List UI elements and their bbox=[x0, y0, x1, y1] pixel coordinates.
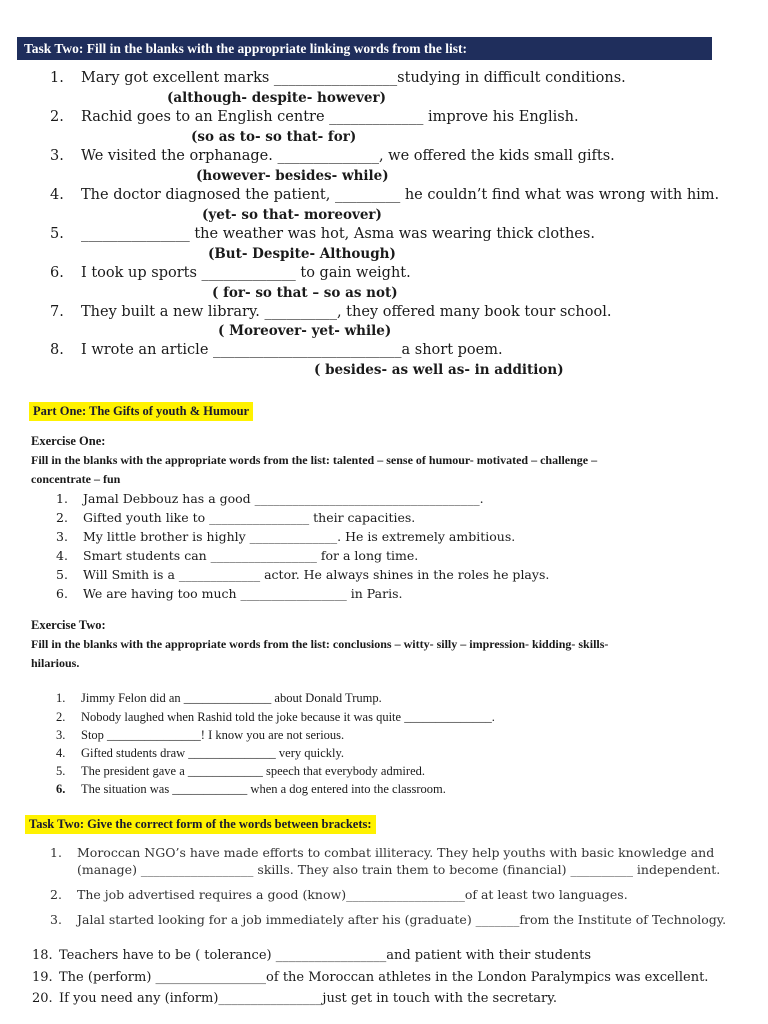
item-number: 2. bbox=[56, 510, 68, 525]
item-text: They built a new library. __________, they offered many book tour school. bbox=[81, 304, 612, 320]
item-text: Rachid goes to an English centre _____________ improve his English. bbox=[81, 109, 579, 125]
exercise-two-title: Exercise Two: bbox=[31, 618, 106, 632]
item-number: 1. bbox=[56, 491, 68, 506]
item-options: (But- Despite- Although) bbox=[208, 246, 396, 262]
item-text: Mary got excellent marks _________________studying in difficult conditions. bbox=[81, 70, 626, 86]
item-text-cont: (manage) __________________ skills. They also train them to become (financial) __________ independent. bbox=[77, 862, 721, 877]
task-two-linking-words-header: Task Two: Fill in the blanks with the appropriate linking words from the list: bbox=[17, 37, 712, 60]
item-number: 1. bbox=[56, 691, 66, 705]
item-number: 1. bbox=[50, 845, 62, 860]
item-text: Jalal started looking for a job immediately after his (graduate) _______from the Institute of Technology. bbox=[77, 912, 727, 927]
item-number: 3. bbox=[50, 912, 62, 927]
item-number: 3. bbox=[56, 728, 66, 742]
item-number: 18. bbox=[32, 948, 53, 963]
exercise-one-instruction-cont: concentrate – fun bbox=[31, 472, 121, 486]
item-number: 4. bbox=[50, 187, 64, 203]
item-text: The (perform) _________________of the Moroccan athletes in the London Paralympics was excellent. bbox=[59, 970, 709, 985]
item-number: 3. bbox=[50, 148, 64, 164]
item-number: 6. bbox=[56, 782, 66, 796]
item-number: 5. bbox=[56, 764, 66, 778]
item-text: The job advertised requires a good (know)___________________of at least two languages. bbox=[77, 887, 628, 902]
item-options: (so as to- so that- for) bbox=[191, 129, 357, 145]
item-text: Smart students can _________________ for a long time. bbox=[83, 548, 419, 563]
item-number: 3. bbox=[56, 529, 68, 544]
item-number: 4. bbox=[56, 746, 66, 760]
item-text: We visited the orphanage. ______________, we offered the kids small gifts. bbox=[81, 148, 615, 164]
task-two-word-forms-title: Task Two: Give the correct form of the words between brackets: bbox=[25, 815, 376, 834]
item-options: ( for- so that – so as not) bbox=[212, 285, 398, 301]
item-text: _______________ the weather was hot, Asma was wearing thick clothes. bbox=[81, 226, 595, 242]
item-text: Will Smith is a _____________ actor. He always shines in the roles he plays. bbox=[83, 567, 550, 582]
item-number: 5. bbox=[50, 226, 64, 242]
item-number: 8. bbox=[50, 342, 64, 358]
item-options: (although- despite- however) bbox=[167, 90, 386, 106]
item-text: The president gave a ____________ speech that everybody admired. bbox=[81, 764, 425, 778]
item-number: 4. bbox=[56, 548, 68, 563]
item-text: I took up sports _____________ to gain weight. bbox=[81, 265, 411, 281]
item-number: 6. bbox=[50, 265, 64, 281]
item-text: The situation was ____________ when a dog entered into the classroom. bbox=[81, 782, 446, 796]
part-one-title: Part One: The Gifts of youth & Humour bbox=[29, 402, 253, 421]
item-options: (yet- so that- moreover) bbox=[202, 207, 382, 223]
item-text: Jamal Debbouz has a good ____________________________________. bbox=[83, 491, 484, 506]
item-options: ( Moreover- yet- while) bbox=[218, 323, 392, 339]
item-text: Moroccan NGO’s have made efforts to combat illiteracy. They help youths with basic knowledge and bbox=[77, 845, 715, 860]
item-text: Jimmy Felon did an ______________ about Donald Trump. bbox=[81, 691, 382, 705]
item-number: 20. bbox=[32, 991, 53, 1006]
item-text: If you need any (inform)________________just get in touch with the secretary. bbox=[59, 991, 558, 1006]
item-number: 2. bbox=[50, 109, 64, 125]
item-text: Gifted students draw ______________ very quickly. bbox=[81, 746, 345, 760]
item-text: We are having too much _________________ in Paris. bbox=[83, 586, 403, 601]
item-text: I wrote an article __________________________a short poem. bbox=[81, 342, 503, 358]
exercise-one-instruction: Fill in the blanks with the appropriate words from the list: talented – sense of humour- motivated – challenge – bbox=[31, 453, 598, 467]
item-options: ( besides- as well as- in addition) bbox=[314, 362, 564, 378]
item-number: 2. bbox=[50, 887, 62, 902]
exercise-two-instruction: Fill in the blanks with the appropriate words from the list: conclusions – witty- silly – impression- kidding- skills- bbox=[31, 637, 609, 651]
item-options: (however- besides- while) bbox=[196, 168, 389, 184]
item-number: 1. bbox=[50, 70, 64, 86]
item-text: The doctor diagnosed the patient, _________ he couldn’t find what was wrong with him. bbox=[81, 187, 720, 203]
item-number: 5. bbox=[56, 567, 68, 582]
item-number: 19. bbox=[32, 970, 53, 985]
item-number: 2. bbox=[56, 710, 66, 724]
item-text: Stop _______________! I know you are not serious. bbox=[81, 728, 345, 742]
item-number: 6. bbox=[56, 586, 68, 601]
item-text: Nobody laughed when Rashid told the joke because it was quite ______________. bbox=[81, 710, 495, 724]
item-text: My little brother is highly ______________. He is extremely ambitious. bbox=[83, 529, 516, 544]
exercise-one-title: Exercise One: bbox=[31, 434, 106, 448]
exercise-two-instruction-cont: hilarious. bbox=[31, 656, 80, 670]
item-number: 7. bbox=[50, 304, 64, 320]
item-text: Teachers have to be ( tolerance) _________________and patient with their students bbox=[59, 948, 592, 963]
item-text: Gifted youth like to ________________ their capacities. bbox=[83, 510, 416, 525]
